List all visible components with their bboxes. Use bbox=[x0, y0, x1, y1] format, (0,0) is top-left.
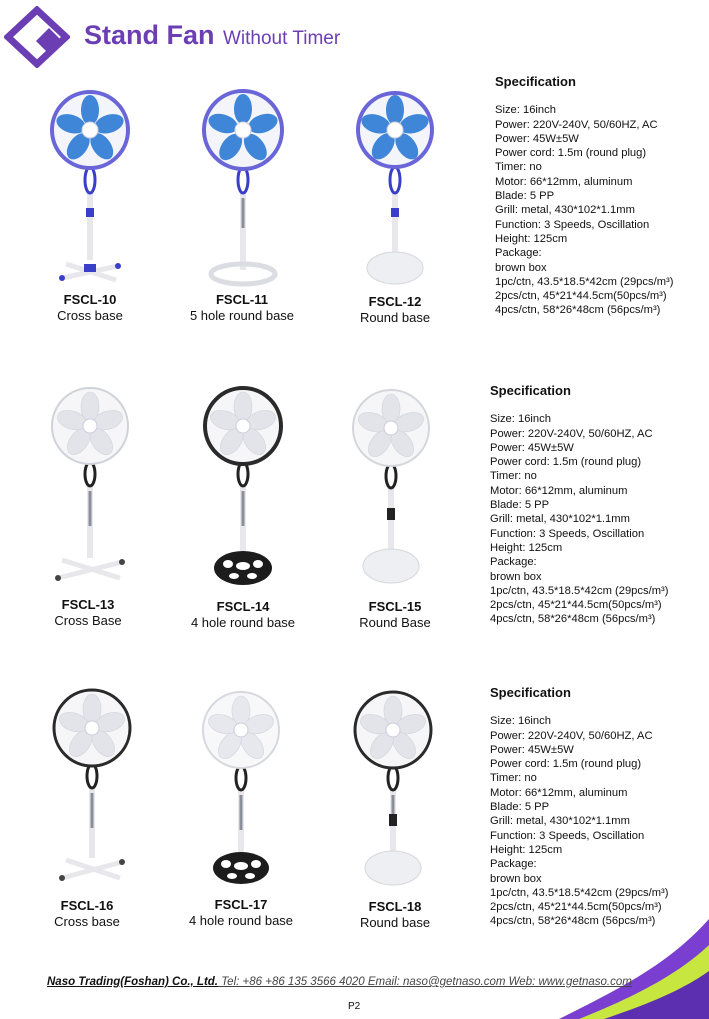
product-caption-fscl-14 bbox=[178, 599, 308, 631]
product-model: FSCL-18 bbox=[368, 899, 422, 914]
spec-line: Size: 16inch bbox=[490, 715, 551, 728]
spec-line: brown box bbox=[490, 570, 542, 583]
spec-line: Package: bbox=[490, 556, 537, 569]
fan-image-fscl-14 bbox=[198, 386, 288, 591]
spec-line: Function: 3 Speeds, Oscillation bbox=[490, 829, 645, 842]
spec-line: Power: 45W±5W bbox=[495, 132, 579, 145]
spec-line: Package: bbox=[495, 247, 542, 260]
spec-line: Power: 220V-240V, 50/60HZ, AC bbox=[490, 427, 653, 440]
page-number: P2 bbox=[348, 1001, 361, 1012]
product-caption-fscl-10 bbox=[25, 292, 155, 324]
spec-line: Blade: 5 PP bbox=[490, 499, 550, 512]
product-model: FSCL-10 bbox=[63, 292, 117, 307]
fan-image-fscl-11 bbox=[198, 88, 288, 288]
product-model: FSCL-17 bbox=[214, 897, 268, 912]
spec-line: Power cord: 1.5m (round plug) bbox=[490, 758, 642, 771]
spec-line: Motor: 66*12mm, aluminum bbox=[490, 786, 628, 799]
spec-line: Function: 3 Speeds, Oscillation bbox=[490, 527, 645, 540]
spec-line: Grill: metal, 430*102*1.1mm bbox=[490, 513, 630, 526]
product-base: Cross Base bbox=[54, 613, 122, 628]
spec-line: 4pcs/ctn, 58*26*48cm (56pcs/m³) bbox=[495, 304, 661, 317]
product-base: Cross base bbox=[57, 308, 123, 323]
spec-heading: Specification bbox=[490, 685, 571, 700]
product-model: FSCL-12 bbox=[368, 294, 422, 309]
product-model: FSCL-16 bbox=[60, 898, 114, 913]
product-base: Cross base bbox=[54, 914, 120, 929]
product-model: FSCL-11 bbox=[215, 292, 268, 307]
spec-line: Timer: no bbox=[490, 470, 537, 483]
product-caption-fscl-11 bbox=[177, 292, 307, 324]
spec-line: Height: 125cm bbox=[490, 843, 563, 856]
spec-line: Power: 45W±5W bbox=[490, 441, 574, 454]
spec-line: 2pcs/ctn, 45*21*44.5cm(50pcs/m³) bbox=[490, 599, 662, 612]
fan-image-fscl-16 bbox=[48, 688, 136, 886]
product-model: FSCL-13 bbox=[61, 597, 115, 612]
footer-company: Naso Trading(Foshan) Co., Ltd. bbox=[47, 976, 219, 988]
spec-line: 2pcs/ctn, 45*21*44.5cm(50pcs/m³) bbox=[490, 901, 662, 914]
product-caption-fscl-16 bbox=[22, 898, 152, 930]
spec-line: Blade: 5 PP bbox=[490, 801, 550, 814]
spec-line: Grill: metal, 430*102*1.1mm bbox=[490, 815, 630, 828]
specification-block bbox=[490, 384, 668, 627]
spec-line: Package: bbox=[490, 858, 537, 871]
fan-image-fscl-18 bbox=[348, 690, 438, 890]
product-model: FSCL-14 bbox=[216, 599, 270, 614]
spec-line: Power cord: 1.5m (round plug) bbox=[490, 456, 642, 469]
product-base: Round base bbox=[359, 310, 431, 325]
spec-line: 1pc/ctn, 43.5*18.5*42cm (29pcs/m³) bbox=[495, 275, 674, 288]
spec-line: Power: 220V-240V, 50/60HZ, AC bbox=[495, 118, 658, 131]
company-logo bbox=[4, 6, 70, 68]
spec-line: Size: 16inch bbox=[495, 104, 556, 117]
spec-line: brown box bbox=[495, 261, 547, 274]
product-base: 4 hole round base bbox=[188, 913, 294, 928]
spec-line: 4pcs/ctn, 58*26*48cm (56pcs/m³) bbox=[490, 915, 656, 928]
spec-line: 4pcs/ctn, 58*26*48cm (56pcs/m³) bbox=[490, 613, 656, 626]
fan-image-fscl-12 bbox=[353, 90, 437, 288]
product-base: 4 hole round base bbox=[190, 615, 296, 630]
spec-line: Timer: no bbox=[495, 161, 542, 174]
spec-line: Timer: no bbox=[490, 772, 537, 785]
spec-line: Motor: 66*12mm, aluminum bbox=[490, 484, 628, 497]
fan-image-fscl-10 bbox=[48, 90, 132, 285]
product-caption-fscl-12 bbox=[330, 294, 460, 326]
product-caption-fscl-15 bbox=[330, 599, 460, 631]
fan-image-fscl-13 bbox=[46, 386, 134, 586]
product-base: 5 hole round base bbox=[189, 308, 295, 323]
spec-line: Height: 125cm bbox=[495, 232, 568, 245]
specification-block bbox=[495, 75, 673, 318]
spec-line: Power: 45W±5W bbox=[490, 743, 574, 756]
spec-line: Size: 16inch bbox=[490, 413, 551, 426]
product-base: Round base bbox=[359, 915, 431, 930]
spec-line: Height: 125cm bbox=[490, 541, 563, 554]
fan-image-fscl-17 bbox=[196, 690, 286, 890]
spec-line: Grill: metal, 430*102*1.1mm bbox=[495, 204, 635, 217]
title-sub: Without Timer bbox=[222, 28, 341, 49]
spec-line: Power cord: 1.5m (round plug) bbox=[495, 147, 647, 160]
product-caption-fscl-13 bbox=[23, 597, 153, 629]
spec-line: 2pcs/ctn, 45*21*44.5cm(50pcs/m³) bbox=[495, 290, 667, 303]
spec-line: Blade: 5 PP bbox=[495, 190, 555, 203]
product-caption-fscl-18 bbox=[330, 899, 460, 931]
product-base: Round Base bbox=[359, 615, 431, 630]
product-caption-fscl-17 bbox=[176, 897, 306, 929]
spec-heading: Specification bbox=[495, 74, 576, 89]
product-model: FSCL-15 bbox=[368, 599, 422, 614]
specification-block bbox=[490, 686, 668, 929]
spec-line: 1pc/ctn, 43.5*18.5*42cm (29pcs/m³) bbox=[490, 584, 669, 597]
spec-line: Power: 220V-240V, 50/60HZ, AC bbox=[490, 729, 653, 742]
spec-heading: Specification bbox=[490, 383, 571, 398]
fan-image-fscl-15 bbox=[346, 388, 436, 588]
title-main: Stand Fan bbox=[84, 20, 215, 50]
spec-line: 1pc/ctn, 43.5*18.5*42cm (29pcs/m³) bbox=[490, 886, 669, 899]
footer-contact bbox=[47, 976, 632, 988]
spec-line: Function: 3 Speeds, Oscillation bbox=[495, 218, 650, 231]
decorative-swoosh bbox=[559, 909, 709, 1019]
spec-line: Motor: 66*12mm, aluminum bbox=[495, 175, 633, 188]
spec-line: brown box bbox=[490, 872, 542, 885]
page-title bbox=[84, 20, 340, 51]
footer-contact-details: Tel: +86 +86 135 3566 4020 Email: naso@getnaso.com Web: www.getnaso.com bbox=[218, 976, 632, 988]
